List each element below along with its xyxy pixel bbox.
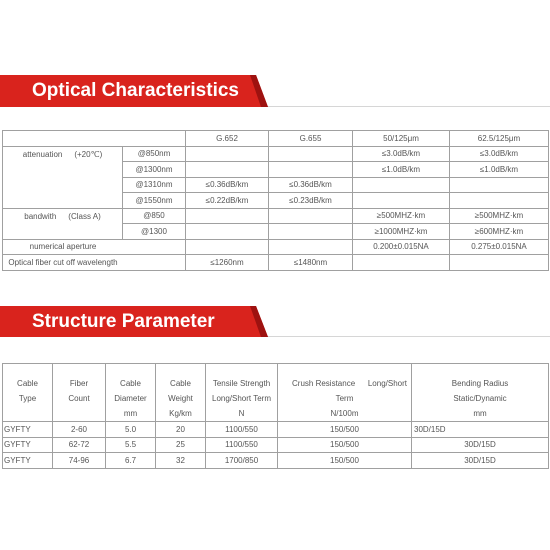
value-cell <box>450 177 549 193</box>
column-header-crush-resistance <box>278 364 412 422</box>
header-text: Crush Resistance <box>292 379 356 388</box>
tensile-strength-cell: 1100/550 <box>206 422 278 438</box>
bending-radius-cell: 30D/15D <box>412 422 549 438</box>
header-row <box>3 364 549 422</box>
table-body <box>3 131 549 271</box>
table-row <box>3 239 549 255</box>
header-line: Fiber <box>69 379 89 388</box>
header-line: Weight <box>168 394 193 403</box>
header-line: Cable <box>17 379 38 388</box>
fiber-count-cell: 74-96 <box>53 453 106 469</box>
cable-diameter-cell: 5.5 <box>106 437 156 453</box>
header-line: Long/Short Term <box>212 394 271 403</box>
bending-radius-cell: 30D/15D <box>412 453 549 469</box>
fiber-count-cell: 62-72 <box>53 437 106 453</box>
crush-resistance-cell: 150/500 <box>278 437 412 453</box>
condition-cell: @1300nm <box>123 162 186 178</box>
value-cell: ≤0.36dB/km <box>186 177 269 193</box>
value-cell: ≤1.0dB/km <box>450 162 549 178</box>
header-line <box>278 376 411 391</box>
table-row <box>3 437 549 453</box>
condition-cell: @1310nm <box>123 177 186 193</box>
value-cell <box>186 239 269 255</box>
value-cell <box>269 162 353 178</box>
column-header-50-125: 50/125μm <box>353 131 450 147</box>
header-line: Cable <box>120 379 141 388</box>
cable-type-cell: GYFTY <box>3 453 53 469</box>
value-cell <box>186 224 269 240</box>
corner-cell <box>3 131 186 147</box>
table-row <box>3 208 549 224</box>
condition-cell: @850 <box>123 208 186 224</box>
value-cell: 0.275±0.015NA <box>450 239 549 255</box>
condition-cell: @850nm <box>123 146 186 162</box>
row-label: numerical aperture <box>29 242 97 252</box>
cable-weight-cell: 20 <box>156 422 206 438</box>
value-cell <box>450 255 549 271</box>
column-header-tensile-strength <box>206 364 278 422</box>
cutoff-wavelength-label-cell <box>3 255 186 271</box>
condition-cell: @1300 <box>123 224 186 240</box>
cable-weight-cell: 25 <box>156 437 206 453</box>
column-header-cable-type <box>3 364 53 422</box>
table-row <box>3 146 549 162</box>
header-line: N/100m <box>330 409 359 418</box>
tensile-strength-cell: 1700/850 <box>206 453 278 469</box>
row-label: Optical fiber cut off wavelength <box>8 257 118 267</box>
header-line: mm <box>123 409 138 418</box>
value-cell <box>269 224 353 240</box>
row-group-label: attenuation <box>22 149 63 159</box>
value-cell <box>186 146 269 162</box>
header-line: Tensile Strength <box>212 379 271 388</box>
value-cell <box>269 208 353 224</box>
header-line: mm <box>473 409 487 418</box>
value-cell <box>269 146 353 162</box>
cable-type-cell: GYFTY <box>3 422 53 438</box>
header-line: N <box>238 409 245 418</box>
section-title: Optical Characteristics <box>32 80 239 101</box>
value-cell: ≤1260nm <box>186 255 269 271</box>
value-cell: ≥600MHZ·km <box>450 224 549 240</box>
header-text: Long/Short <box>367 379 407 388</box>
cable-diameter-cell: 6.7 <box>106 453 156 469</box>
table-row <box>3 422 549 438</box>
bandwidth-label-cell <box>3 208 123 239</box>
crush-resistance-cell: 150/500 <box>278 453 412 469</box>
header-line: Count <box>68 394 90 403</box>
column-header-cable-diameter <box>106 364 156 422</box>
value-cell: ≤1.0dB/km <box>353 162 450 178</box>
tensile-strength-cell: 1100/550 <box>206 437 278 453</box>
value-cell: ≤0.23dB/km <box>269 193 353 209</box>
crush-resistance-cell: 150/500 <box>278 422 412 438</box>
header-line: Term <box>335 394 354 403</box>
value-cell: ≤1480nm <box>269 255 353 271</box>
table-body <box>3 422 549 469</box>
section-title: Structure Parameter <box>32 310 215 332</box>
value-cell <box>269 239 353 255</box>
header-line: Cable <box>170 379 191 388</box>
fiber-count-cell: 2-60 <box>53 422 106 438</box>
optical-characteristics-banner <box>0 75 550 107</box>
optical-characteristics-table <box>2 130 549 271</box>
header-line: Bending Radius <box>451 379 509 388</box>
header-line: Kg/km <box>169 409 192 418</box>
bending-radius-cell: 30D/15D <box>412 437 549 453</box>
column-header-cable-weight <box>156 364 206 422</box>
cable-weight-cell: 32 <box>156 453 206 469</box>
column-header-bending-radius <box>412 364 549 422</box>
value-cell: ≥500MHZ·km <box>450 208 549 224</box>
column-header-62-5-125: 62.5/125μm <box>450 131 549 147</box>
cable-type-cell: GYFTY <box>3 437 53 453</box>
row-group-note: (Class A) <box>68 211 101 221</box>
value-cell <box>186 162 269 178</box>
condition-cell: @1550nm <box>123 193 186 209</box>
table-row <box>3 453 549 469</box>
numerical-aperture-label-cell <box>3 239 186 255</box>
header-row <box>3 131 549 147</box>
structure-parameter-banner <box>0 306 550 337</box>
value-cell: ≥1000MHZ·km <box>353 224 450 240</box>
row-group-note: (+20℃) <box>74 149 103 159</box>
header-line: Diameter <box>114 394 147 403</box>
value-cell <box>353 177 450 193</box>
value-cell: ≤3.0dB/km <box>353 146 450 162</box>
structure-parameter-table <box>2 363 549 469</box>
table-head <box>3 364 549 422</box>
table-row <box>3 255 549 271</box>
row-group-label: bandwith <box>24 211 57 221</box>
header-line: Static/Dynamic <box>453 394 507 403</box>
cable-diameter-cell: 5.0 <box>106 422 156 438</box>
attenuation-label-cell <box>3 146 123 208</box>
column-header-fiber-count <box>53 364 106 422</box>
column-header-g652: G.652 <box>186 131 269 147</box>
value-cell <box>353 255 450 271</box>
column-header-g655: G.655 <box>269 131 353 147</box>
header-line: Type <box>18 394 37 403</box>
value-cell: ≥500MHZ·km <box>353 208 450 224</box>
value-cell: ≤0.36dB/km <box>269 177 353 193</box>
value-cell: ≤0.22dB/km <box>186 193 269 209</box>
value-cell <box>186 208 269 224</box>
value-cell: 0.200±0.015NA <box>353 239 450 255</box>
value-cell <box>450 193 549 209</box>
value-cell <box>353 193 450 209</box>
value-cell: ≤3.0dB/km <box>450 146 549 162</box>
